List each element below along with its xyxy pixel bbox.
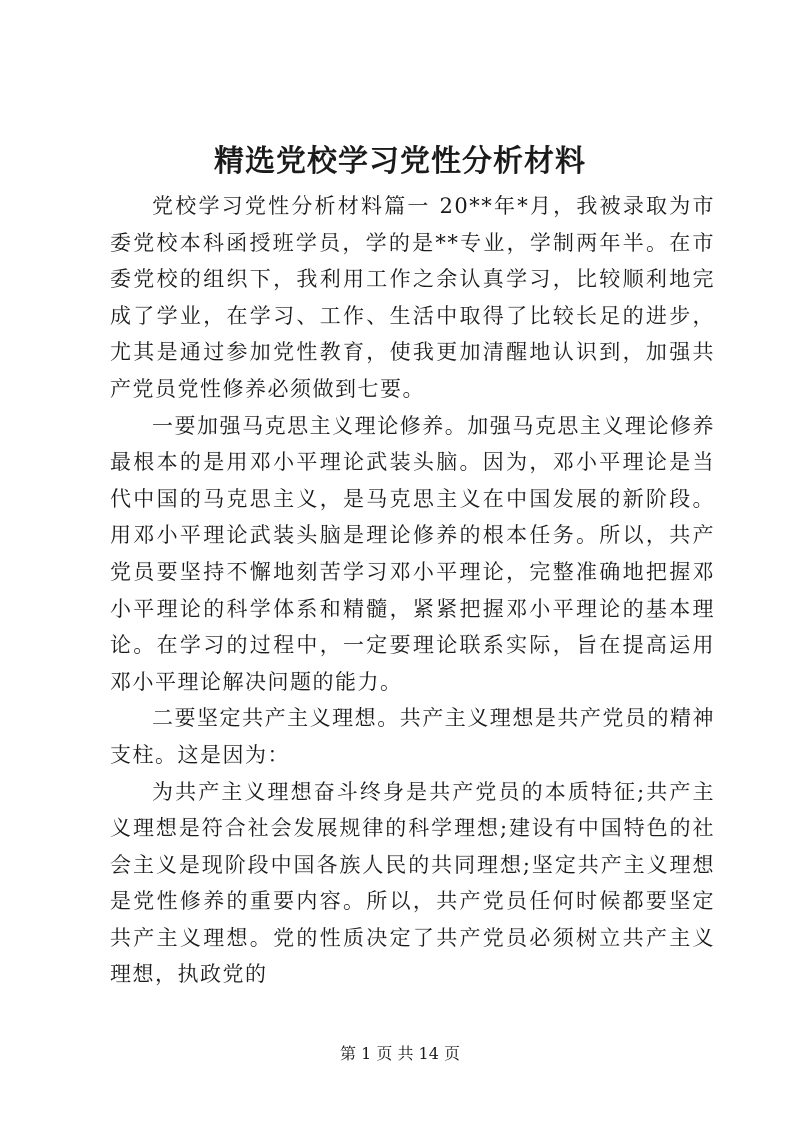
paragraph-theory: 一要加强马克思主义理论修养。加强马克思主义理论修养最根本的是用邓小平理论武装头脑。因为，邓小平理论是当代中国的马克思主义，是马克思主义在中国发展的新阶段。用邓小平理论武装头脑是理论修养的根本任务。所以，共产党员要坚持不懈地刻苦学习邓小平理论，完整准确地把握邓小平理论的科学体系和精髓，紧紧把握邓小平理论的基本理论。在学习的过程中，一定要理论联系实际，旨在提高运用邓小平理论解决问题的能力。 [110, 413, 715, 694]
document-body [110, 188, 715, 993]
document-title: 精选党校学习党性分析材料 [214, 144, 586, 179]
paragraph-ideal: 二要坚定共产主义理想。共产主义理想是共产党员的精神支柱。这是因为： [110, 706, 715, 767]
paragraph-reasons: 为共产主义理想奋斗终身是共产党员的本质特征;共产主义理想是符合社会发展规律的科学理想;建设有中国特色的社会主义是现阶段中国各族人民的共同理想;坚定共产主义理想是党性修养的重要内容。所以，共产党员任何时候都要坚定共产主义理想。党的性质决定了共产党员必须树立共产主义理想，执政党的 [110, 779, 715, 987]
page-footer: 第 1 页 共 14 页 [340, 1044, 460, 1063]
paragraph-intro: 党校学习党性分析材料篇一 20**年*月，我被录取为市委党校本科函授班学员，学的是**专业，学制两年半。在市委党校的组织下，我利用工作之余认真学习，比较顺利地完成了学业，在学习、工作、生活中取得了比较长足的进步，尤其是通过参加党性教育，使我更加清醒地认识到，加强共产党员党性修养必须做到七要。 [110, 194, 715, 401]
